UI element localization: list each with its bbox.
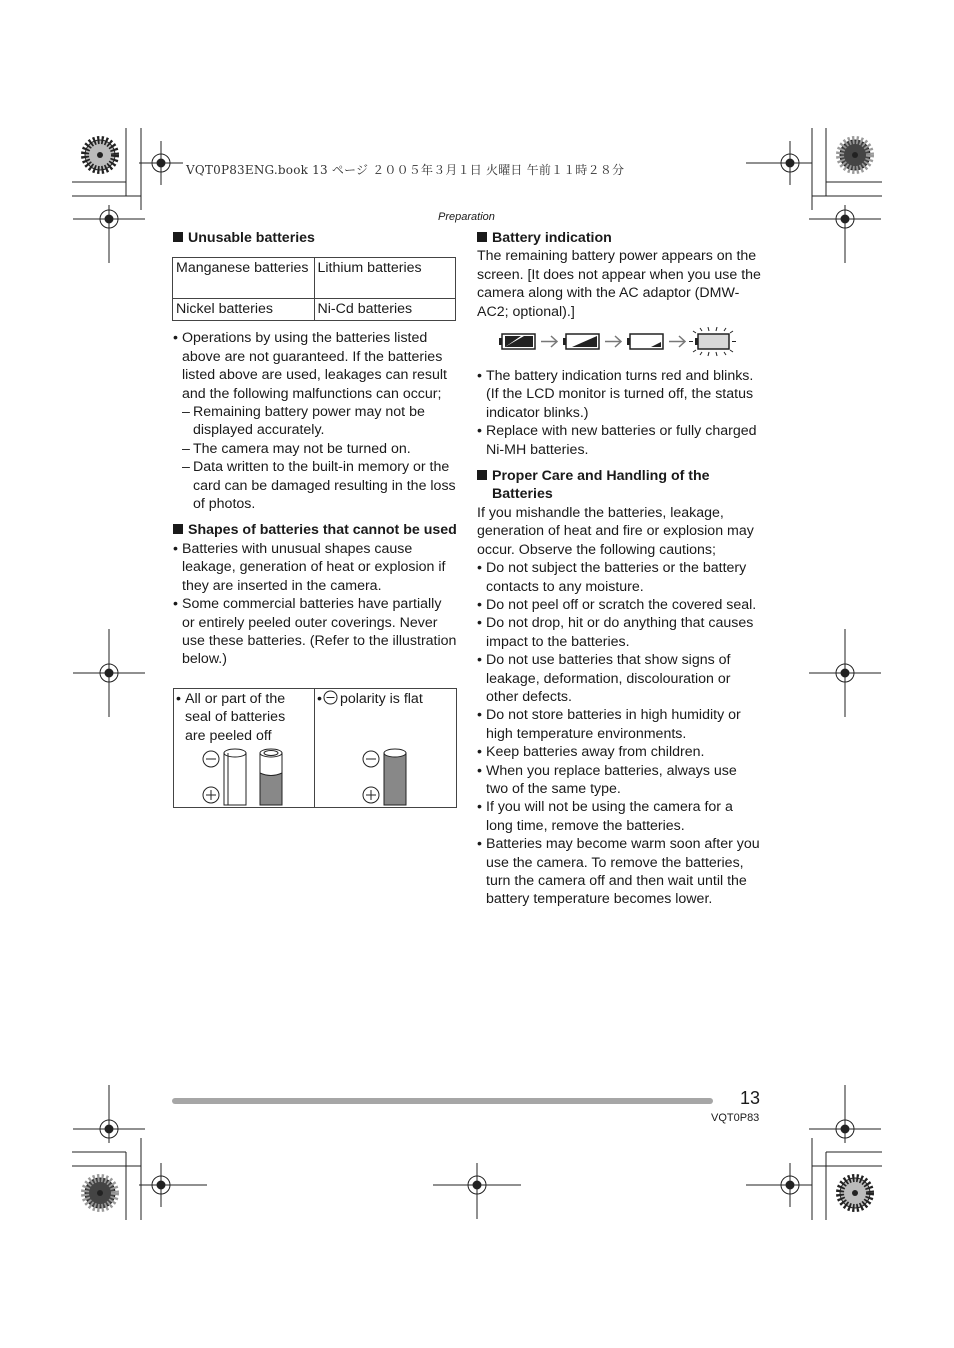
square-bullet-icon [477, 232, 487, 242]
battery-low-icon [627, 334, 663, 349]
flat-polarity-battery-icon [360, 747, 420, 807]
table-row [173, 258, 456, 299]
arrow-right-icon [605, 336, 621, 347]
table-cell: Nickel batteries [173, 299, 315, 321]
section-label: Preparation [438, 211, 495, 223]
care-bullet: • Batteries may become warm soon after you use the camera. To remove the batteries, turn the camera off and then wait until the battery temperature becomes lower. [477, 835, 761, 909]
battery-indication-intro: The remaining battery power appears on the screen. [It does not appear when you use the camera along with the AC adaptor (DMW-AC2; optional).] [477, 248, 761, 320]
indication-bullet: • Replace with new batteries or fully charged Ni-MH batteries. [477, 422, 761, 459]
document-code: VQT0P83 [711, 1112, 760, 1124]
arrow-right-icon [669, 336, 685, 347]
battery-level-sequence [477, 321, 761, 367]
table-row [173, 299, 456, 321]
square-bullet-icon [477, 470, 487, 480]
unusable-batteries-table [172, 257, 456, 321]
care-bullet: • If you will not be using the camera for a long time, remove the batteries. [477, 798, 761, 835]
malfunction-item: – The camera may not be turned on. [173, 440, 457, 458]
table-cell: Manganese batteries [173, 258, 315, 299]
indication-bullet: • The battery indication turns red and blinks. (If the LCD monitor is turned off, the status indicator blinks.) [477, 367, 761, 422]
footer-divider-bar [172, 1098, 713, 1104]
peeled-seal-caption: • All or part of the seal of batteries are peeled off [176, 691, 286, 744]
flat-polarity-caption: • polarity is flat [317, 691, 423, 707]
care-bullet: • Keep batteries away from children. [477, 743, 761, 761]
book-info-line: VQT0P83ENG.book 13 ページ ２００５年３月１日 火曜日 午前１１時２８分 [186, 163, 625, 177]
malfunction-item: – Remaining battery power may not be displayed accurately. [173, 403, 457, 440]
malfunction-item: – Data written to the built-in memory or the card can be damaged resulting in the loss of photos. [173, 458, 457, 513]
shapes-bullet: • Some commercial batteries have partially or entirely peeled outer coverings. Never use these batteries. (Refer to the illustration below.) [173, 595, 457, 669]
battery-full-icon [499, 334, 535, 349]
battery-shapes-illustration [173, 688, 457, 808]
care-bullet: • Do not drop, hit or do anything that causes impact to the batteries. [477, 614, 761, 651]
left-column [173, 229, 457, 669]
arrow-right-icon [541, 336, 557, 347]
unusable-bullet: • Operations by using the batteries listed above are not guaranteed. If the batteries listed above are used, leakages can result and the following malfunctions can occur; [173, 329, 457, 403]
battery-empty-blinking-icon [689, 327, 736, 356]
care-bullet: • Do not subject the batteries or the battery contacts to any moisture. [477, 559, 761, 596]
care-bullet: • When you replace batteries, always use two of the same type. [477, 762, 761, 799]
care-bullet: • Do not use batteries that show signs of leakage, deformation, discolouration or other defects. [477, 651, 761, 706]
square-bullet-icon [173, 232, 183, 242]
battery-indication-heading: Battery indication [477, 229, 761, 247]
table-cell: Ni-Cd batteries [314, 299, 456, 321]
table-cell: Lithium batteries [314, 258, 456, 299]
care-bullet: • Do not store batteries in high humidity or high temperature environments. [477, 706, 761, 743]
care-bullet: • Do not peel off or scratch the covered seal. [477, 596, 761, 614]
care-intro: If you mishandle the batteries, leakage, generation of heat and fire or explosion may occur. Observe the following cautions; [477, 504, 754, 558]
page-number: 13 [740, 1088, 761, 1108]
battery-half-icon [563, 334, 599, 349]
shapes-heading: Shapes of batteries that cannot be used [173, 521, 457, 539]
right-column [477, 229, 761, 909]
peeled-battery-icon [200, 747, 312, 807]
square-bullet-icon [173, 524, 183, 534]
shapes-bullet: • Batteries with unusual shapes cause leakage, generation of heat or explosion if they are inserted in the camera. [173, 540, 457, 595]
care-heading: Proper Care and Handling of the Batteries [477, 467, 761, 504]
minus-circle-icon [323, 690, 338, 705]
unusable-heading: Unusable batteries [173, 229, 457, 247]
